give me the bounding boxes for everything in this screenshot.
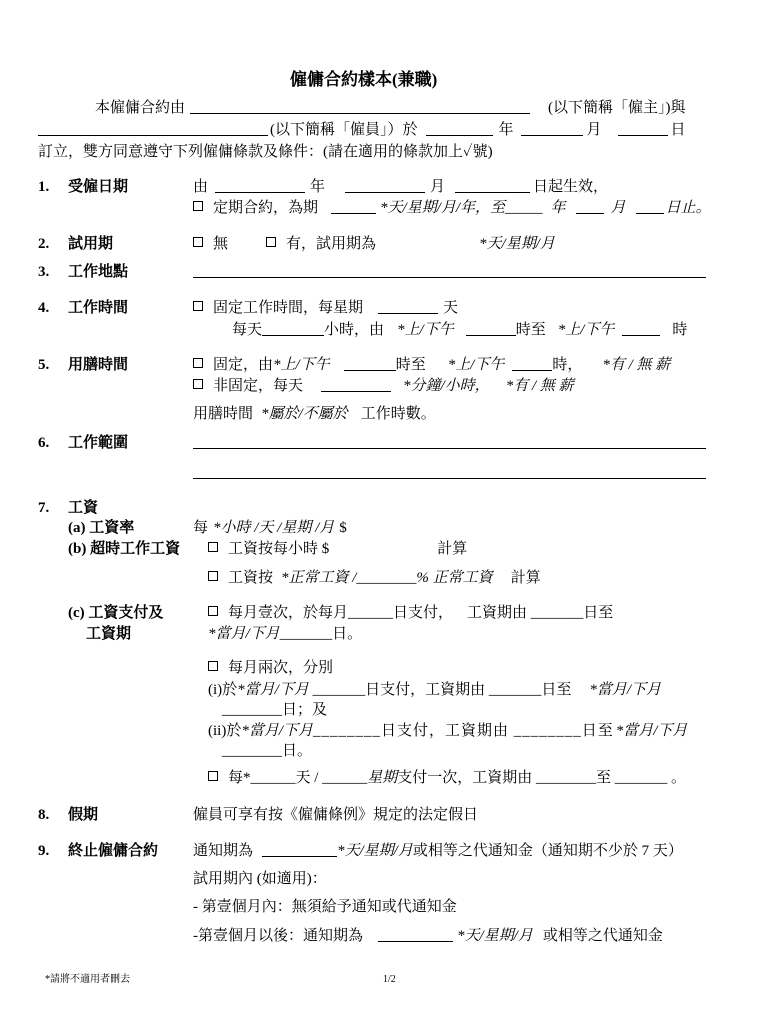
- probation-none-label: 無: [213, 236, 229, 252]
- clause-number: 4.: [38, 300, 50, 316]
- probation-notice-label: 試用期內 (如適用)：: [193, 871, 327, 887]
- scope-blank: [193, 466, 706, 479]
- period-end-text: _______日。: [279, 626, 363, 642]
- scope-line-2: [193, 464, 706, 477]
- per-label: 每: [193, 520, 209, 536]
- overtime-label: (b) 超時工作工資: [68, 541, 181, 557]
- intro-agreement-text: 訂立，雙方同意遵守下列僱傭條款及條件：(請在適用的條款加上✓號): [38, 144, 493, 160]
- days-label: 天: [443, 300, 459, 316]
- paid-option-text: *有 / 無 薪: [505, 378, 574, 394]
- intro-line-3: [38, 143, 493, 161]
- second-payment-text: ________日支付，工資期由 ________日至: [313, 723, 614, 739]
- clause-label-termination: 終止僱傭合約: [68, 843, 159, 859]
- end-hour-blank: [622, 323, 660, 336]
- meal-end-blank: [512, 358, 552, 371]
- clause-label-probation: 試用期: [68, 236, 114, 252]
- dollar-sign: $: [339, 520, 347, 536]
- year-label: 年: [310, 179, 326, 195]
- to-label: 時至: [515, 322, 546, 338]
- wage-unit-text: *小時 /天 /星期 /月: [213, 520, 335, 536]
- term-length-blank: [331, 201, 376, 214]
- clause-number: 2.: [38, 236, 50, 252]
- first-month-text: - 第壹個月內：無須給予通知或代通知金: [193, 899, 457, 915]
- employer-name-blank: [190, 101, 530, 114]
- clause-label-meal-time: 用膳時間: [68, 357, 129, 373]
- wage-rate-row: [193, 519, 347, 537]
- fixed-term-row: [193, 199, 711, 217]
- after-first-month-row: [193, 927, 663, 945]
- page-number: 1/2: [383, 974, 396, 985]
- calculate-label: 計算: [510, 570, 541, 586]
- checkbox-icon: [208, 571, 218, 581]
- am-pm-text: *上/下午: [397, 322, 454, 338]
- meal-not-fixed-row: [193, 377, 574, 395]
- employment-date-row: [193, 178, 608, 196]
- start-year-blank: [215, 180, 305, 193]
- checkbox-icon: [193, 358, 203, 368]
- second-payment-end-row: [222, 742, 312, 760]
- clause-number: 8.: [38, 807, 50, 823]
- hour-label: 時，: [552, 357, 583, 373]
- month-option-text: *當月/下月: [615, 723, 688, 739]
- intro-line-2: [38, 121, 686, 139]
- checkbox-icon: [208, 542, 218, 552]
- twice-monthly-row: [208, 659, 333, 677]
- notice-row: [193, 842, 683, 860]
- checkbox-icon: [208, 606, 218, 616]
- first-payment-end-row: [222, 701, 327, 719]
- work-location-row: [193, 263, 706, 276]
- checkbox-icon: [193, 237, 203, 247]
- periodic-payment-text: 每*______天 / ______: [228, 770, 368, 786]
- employee-note: (以下簡稱「僱員」）於: [270, 122, 418, 138]
- start-month-blank: [345, 180, 425, 193]
- am-pm-text: *上/下午: [273, 357, 330, 373]
- probation-unit-text: *天/星期/月: [479, 236, 555, 252]
- working-days-row: [193, 299, 458, 317]
- daily-hours-row: [232, 321, 687, 339]
- overtime-hourly-text: 工資按每小時 $: [228, 541, 330, 557]
- probation-notice-row: [193, 870, 327, 888]
- calculate-label: 計算: [437, 541, 468, 557]
- clause-label-working-hours: 工作時間: [68, 300, 129, 316]
- days-per-week-blank: [378, 301, 438, 314]
- intro-line-1: [95, 99, 686, 117]
- meal-fixed-label: 固定，由: [213, 357, 274, 373]
- first-payment-text: _______日支付，工資期由 _______日至: [308, 682, 572, 698]
- month-option-text: *當月/下月: [237, 682, 309, 698]
- effective-label: 日起生效，: [533, 179, 609, 195]
- work-location-blank: [193, 265, 706, 278]
- first-payment-prefix: (i)於: [208, 682, 238, 698]
- monthly-once-end-row: [208, 625, 362, 643]
- clause-number: 3.: [38, 264, 50, 280]
- fixed-hours-label: 固定工作時間，每星期: [213, 300, 364, 316]
- clause-label-holidays: 假期: [68, 807, 99, 823]
- wage-period-text: 工資期由 _______日至: [467, 605, 614, 621]
- footer-note: *請將不適用者刪去: [45, 974, 130, 985]
- first-month-row: [193, 898, 457, 916]
- year-label: 年: [498, 122, 514, 138]
- to-label: 時至: [395, 357, 426, 373]
- month-option-text: *當月/下月: [208, 626, 280, 642]
- notice-period-blank: [378, 929, 453, 942]
- checkbox-icon: [208, 771, 218, 781]
- clause-number: 1.: [38, 179, 50, 195]
- periodic-payment-rest: 支付一次，工資期由 ________至 _______ 。: [397, 770, 686, 786]
- checkbox-icon: [266, 237, 276, 247]
- overtime-rate-text: 工資按: [228, 570, 274, 586]
- clause-number: 5.: [38, 357, 50, 373]
- clause-label-work-location: 工作地點: [68, 264, 129, 280]
- probation-row: [193, 235, 555, 253]
- am-pm-text: *上/下午: [447, 357, 505, 373]
- month-label: 月: [586, 122, 602, 138]
- second-payment-prefix: (ii)於: [208, 723, 242, 739]
- start-day-blank: [455, 180, 530, 193]
- normal-wage-text: *正常工資 /________% 正常工資: [281, 570, 493, 586]
- after-rest-text: 或相等之代通知金: [542, 928, 663, 944]
- clause-number: 7.: [38, 500, 50, 516]
- employee-name-blank: [38, 123, 268, 136]
- day-blank: [618, 123, 668, 136]
- notice-unit-text: *天/星期/月: [337, 843, 413, 859]
- week-label: 星期: [367, 770, 398, 786]
- from-label: 由: [193, 179, 209, 195]
- meal-not-fixed-label: 非固定，每天: [213, 378, 304, 394]
- holidays-text: 僱員可享有按《僱傭條例》規定的法定假日: [193, 807, 479, 823]
- second-payment-end: ________日。: [222, 743, 313, 759]
- meal-counted-row: [193, 405, 436, 423]
- checkbox-icon: [193, 379, 203, 389]
- start-hour-blank: [466, 323, 516, 336]
- overtime-rate-row: [208, 569, 541, 587]
- end-month-label: 月: [610, 200, 626, 216]
- year-blank: [426, 123, 493, 136]
- notice-unit-text: *天/星期/月: [457, 928, 533, 944]
- hour-label: 時: [672, 322, 688, 338]
- periodic-payment-row: [208, 769, 686, 787]
- document-title: 僱傭合約樣本(兼職): [290, 70, 438, 89]
- clause-label-wages: 工資: [68, 500, 99, 516]
- first-payment-row: [208, 681, 661, 699]
- clause-number: 9.: [38, 843, 50, 859]
- after-first-month-text: -第壹個月以後：通知期為: [193, 928, 363, 944]
- hours-per-day-blank: [262, 323, 324, 336]
- meal-start-blank: [344, 358, 396, 371]
- intro-text: 本僱傭合約由: [95, 100, 186, 116]
- term-unit-text: *天/星期/月/年，至_____: [380, 200, 543, 216]
- daily-label: 每天: [232, 322, 263, 338]
- checkbox-icon: [208, 661, 218, 671]
- am-pm-text: *上/下午: [557, 322, 615, 338]
- end-year-label: 年: [550, 200, 566, 216]
- clause-label-employment-date: 受僱日期: [68, 179, 129, 195]
- monthly-once-text: 每月壹次，於每月______日支付，: [228, 605, 454, 621]
- checkbox-icon: [193, 301, 203, 311]
- notice-period-blank: [262, 844, 337, 857]
- first-payment-end: ________日；及: [222, 702, 328, 718]
- hours-from-label: 小時，由: [324, 322, 385, 338]
- day-label: 日: [670, 122, 686, 138]
- monthly-once-row: [208, 604, 613, 622]
- meal-time-label: 用膳時間: [193, 406, 254, 422]
- employer-note: (以下簡稱「僱主」)與: [548, 100, 686, 116]
- end-day-blank: [636, 201, 664, 214]
- month-label: 月: [430, 179, 446, 195]
- overtime-hourly-row: [208, 540, 467, 558]
- wage-payment-label: (c) 工資支付及: [68, 605, 164, 621]
- holidays-row: [193, 806, 478, 824]
- month-blank: [521, 123, 583, 136]
- month-option-text: *當月/下月: [589, 682, 662, 698]
- month-option-text: *當月/下月: [241, 723, 313, 739]
- checkbox-icon: [193, 201, 203, 211]
- paid-option-text: *有 / 無 薪: [602, 357, 671, 373]
- probation-yes-label: 有，試用期為: [286, 236, 377, 252]
- duration-unit-text: *分鐘/小時，: [403, 378, 490, 394]
- twice-monthly-text: 每月兩次，分別: [228, 660, 334, 676]
- counted-option-text: *屬於/不屬於: [261, 406, 348, 422]
- second-payment-row: [208, 722, 687, 740]
- fixed-term-label: 定期合約，為期: [213, 200, 319, 216]
- scope-blank: [193, 436, 706, 449]
- notice-rest-text: 或相等之代通知金（通知期不少於 7 天）: [412, 843, 683, 859]
- wage-period-label: 工資期: [86, 626, 132, 642]
- end-day-label: 日止。: [665, 200, 711, 216]
- meal-duration-blank: [321, 379, 391, 392]
- scope-line-1: [193, 434, 706, 447]
- meal-fixed-row: [193, 356, 670, 374]
- clause-number: 6.: [38, 435, 50, 451]
- notice-label: 通知期為: [193, 843, 254, 859]
- wage-rate-label: (a) 工資率: [68, 520, 135, 536]
- work-hours-label: 工作時數。: [360, 406, 436, 422]
- clause-label-scope-of-work: 工作範圍: [68, 435, 129, 451]
- end-month-blank: [576, 201, 604, 214]
